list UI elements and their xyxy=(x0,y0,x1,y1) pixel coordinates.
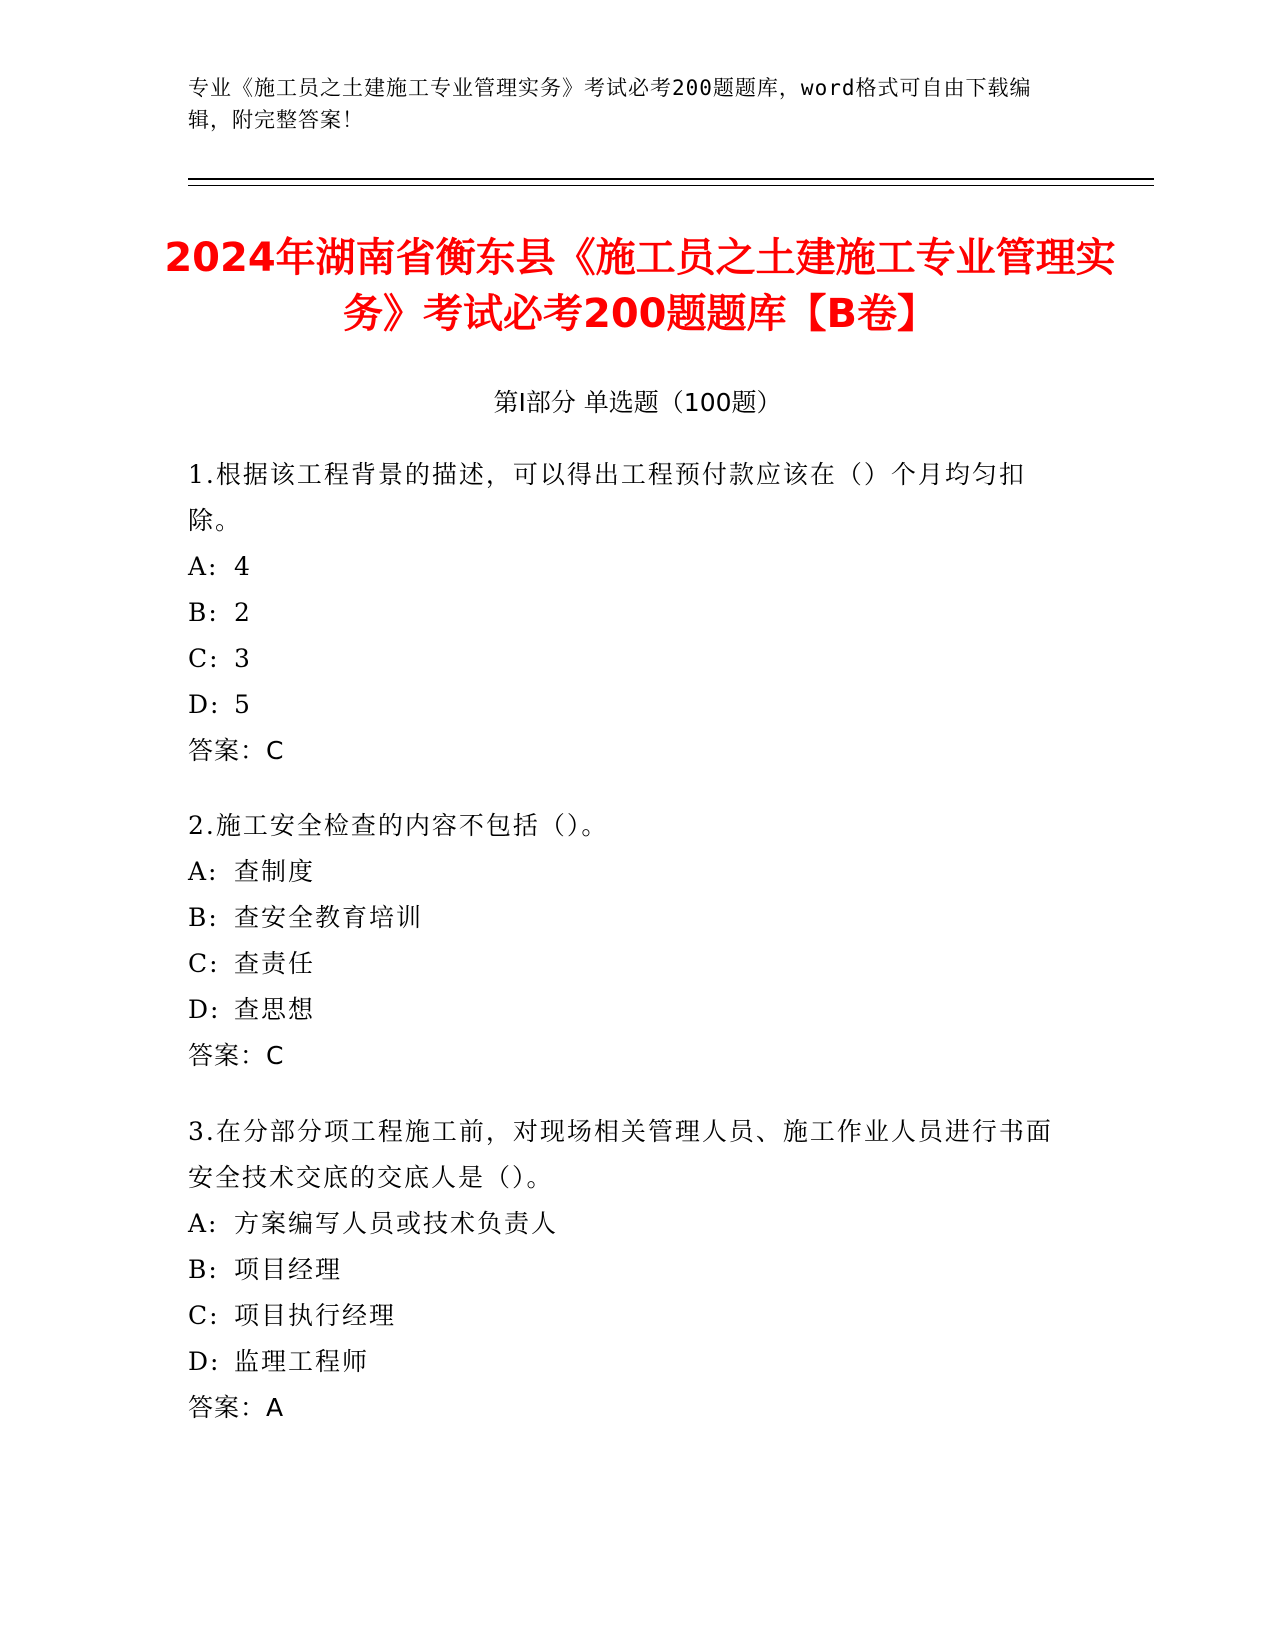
option-text: 查安全教育培训 xyxy=(234,903,424,932)
question-1 xyxy=(188,452,1068,774)
option-letter: C: xyxy=(188,644,220,673)
option-letter: A: xyxy=(188,857,219,886)
option-text: 查思想 xyxy=(234,995,316,1024)
option-text: 方案编写人员或技术负责人 xyxy=(234,1209,559,1238)
question-2 xyxy=(188,803,1068,1079)
option-text: 监理工程师 xyxy=(234,1347,370,1376)
option-letter: A: xyxy=(188,552,219,581)
option-text: 5 xyxy=(234,690,252,719)
option-letter: C: xyxy=(188,949,220,978)
question-3 xyxy=(188,1109,1068,1431)
option-c xyxy=(188,636,1068,682)
option-a xyxy=(188,1201,1068,1247)
option-letter: B: xyxy=(188,903,219,932)
option-a xyxy=(188,544,1068,590)
option-text: 项目执行经理 xyxy=(234,1301,397,1330)
answer: 答案：C xyxy=(188,736,285,765)
header-divider-thin xyxy=(188,185,1154,186)
option-letter: C: xyxy=(188,1301,220,1330)
option-text: 4 xyxy=(234,552,252,581)
option-c xyxy=(188,941,1068,987)
option-d xyxy=(188,987,1068,1033)
answer: 答案：C xyxy=(188,1041,285,1070)
option-letter: D: xyxy=(188,1347,221,1376)
option-letter: D: xyxy=(188,995,221,1024)
option-letter: B: xyxy=(188,1255,219,1284)
option-letter: D: xyxy=(188,690,221,719)
option-d xyxy=(188,1339,1068,1385)
option-text: 查责任 xyxy=(234,949,316,978)
header-divider-thick xyxy=(188,178,1154,180)
option-c xyxy=(188,1293,1068,1339)
option-a xyxy=(188,849,1068,895)
option-d xyxy=(188,682,1068,728)
option-letter: A: xyxy=(188,1209,219,1238)
option-b xyxy=(188,895,1068,941)
document-title: 2024年湖南省衡东县《施工员之土建施工专业管理实务》考试必考200题题库【B卷】 xyxy=(164,235,1116,337)
header-note: 专业《施工员之土建施工专业管理实务》考试必考200题题库，word格式可自由下载编辑，附完整答案！ xyxy=(188,76,1032,132)
option-text: 查制度 xyxy=(234,857,316,886)
section-heading: 第I部分 单选题（100题） xyxy=(493,388,782,417)
option-text: 2 xyxy=(234,598,252,627)
option-text: 3 xyxy=(234,644,252,673)
option-b xyxy=(188,590,1068,636)
option-letter: B: xyxy=(188,598,219,627)
question-stem: 1.根据该工程背景的描述，可以得出工程预付款应该在（）个月均匀扣除。 xyxy=(188,460,1026,535)
question-stem: 2.施工安全检查的内容不包括（）。 xyxy=(188,811,609,840)
option-text: 项目经理 xyxy=(234,1255,343,1284)
answer: 答案：A xyxy=(188,1393,285,1422)
option-b xyxy=(188,1247,1068,1293)
question-stem: 3.在分部分项工程施工前，对现场相关管理人员、施工作业人员进行书面安全技术交底的交底人是（）。 xyxy=(188,1117,1053,1192)
